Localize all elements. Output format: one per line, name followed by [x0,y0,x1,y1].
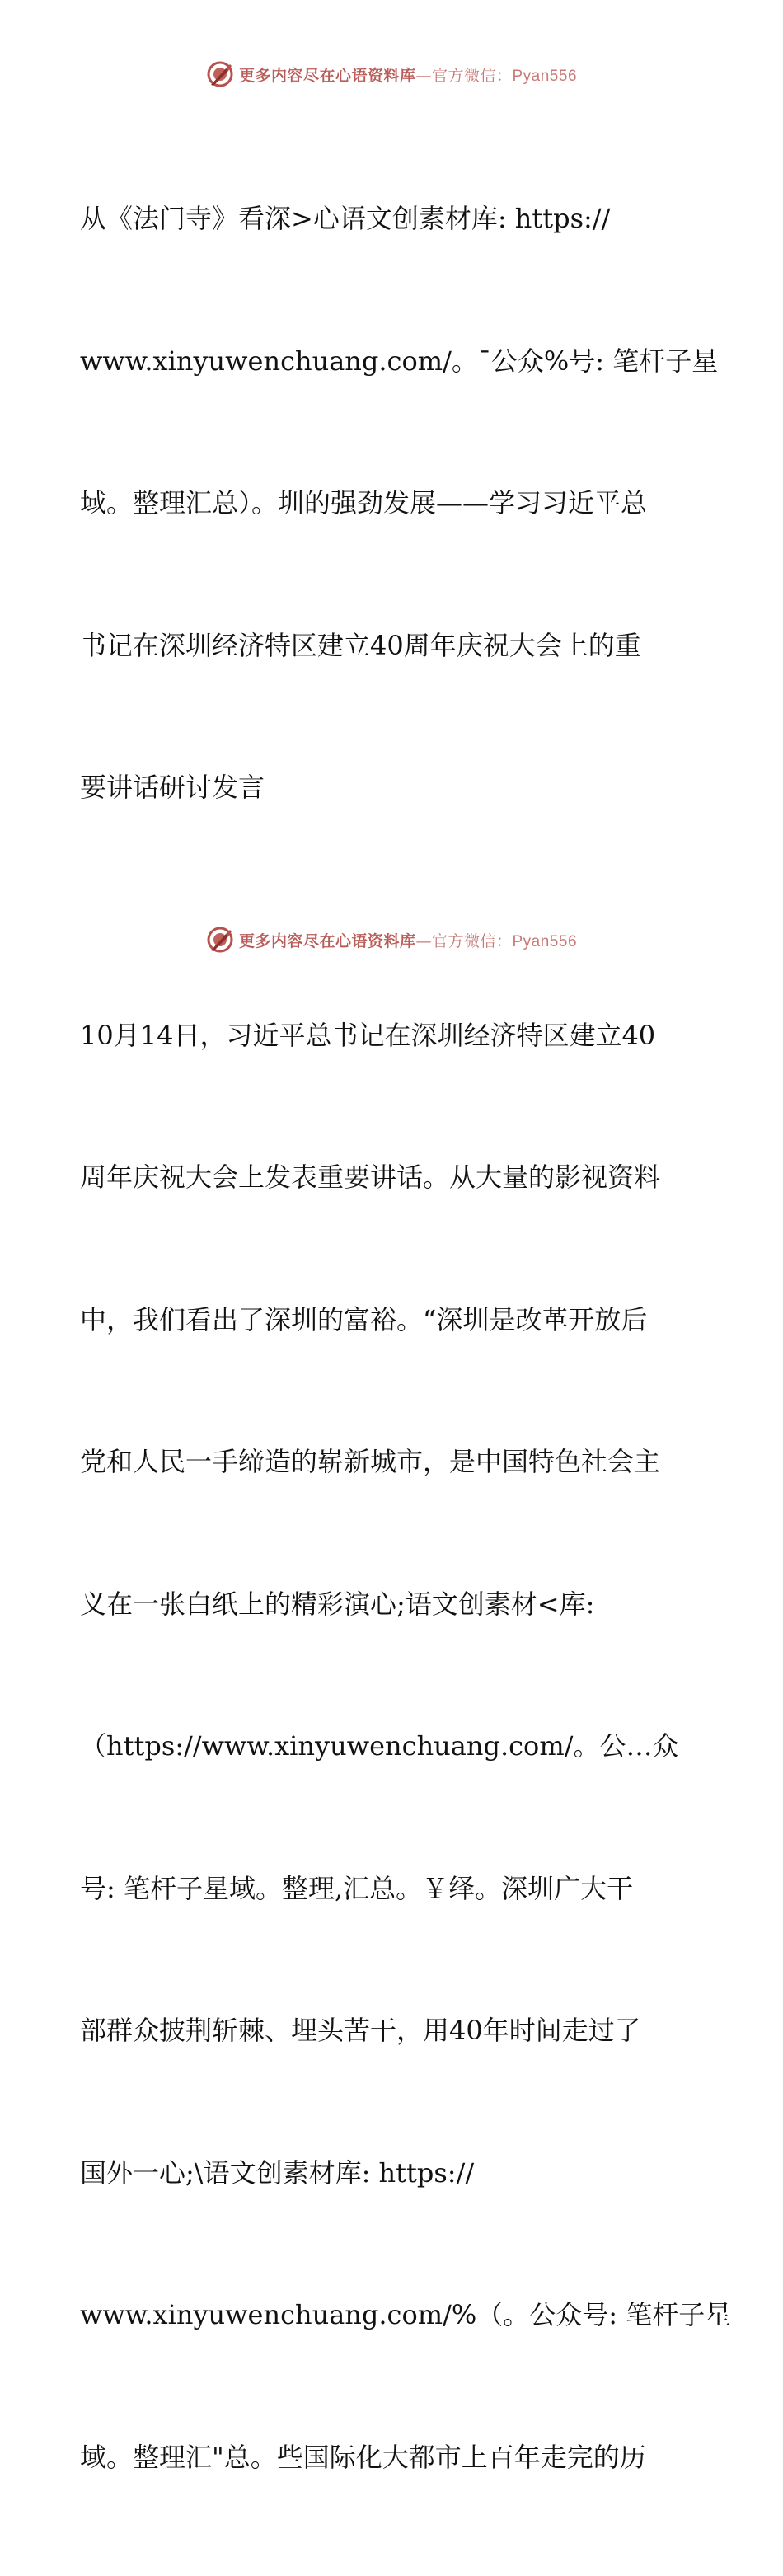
footer-watermark-banner [0,923,783,956]
text-line: 域。整理汇总）。圳的强劲发展——学习习近平总 [80,480,706,528]
text-line: （https://www.xinyuwenchuang.com/。公…众 [80,1723,706,1771]
text-line: 部群众披荆斩棘、埋头苦干，用40年时间走过了 [80,2007,706,2055]
red-seal-pen-icon [206,60,234,88]
text-line: 从《法门寺》看深>心语文创素材库: https:// [80,195,706,243]
text-line: 中，我们看出了深圳的富裕。“深圳是改革开放后 [80,1297,706,1344]
text-line: 要讲话研讨发言 [80,764,706,812]
paragraph-1 [80,101,706,907]
text-line: 号: 笔杆子星域。整理,汇总。￥绎。深圳广大干 [80,1865,706,1913]
text-line: 党和人民一手缔造的崭新城市，是中国特色社会主 [80,1438,706,1486]
text-line: 国外一心;\语文创素材库: https:// [80,2150,706,2198]
paragraph-2 [80,917,706,2576]
text-line: 域。整理汇"总。些国际化大都市上百年走完的历 [80,2434,706,2482]
text-line: www.xinyuwenchuang.com/%（。公众号: 笔杆子星 [80,2292,706,2339]
text-line: 书记在深圳经济特区建立40周年庆祝大会上的重 [80,622,706,670]
text-line: 10月14日，习近平总书记在深圳经济特区建立40 [80,1012,706,1060]
red-seal-pen-icon [206,926,234,954]
banner-text: 更多内容尽在心语资料库—官方微信：Pyan556 [239,63,577,86]
text-line: 义在一张白纸上的精彩演心;语文创素材<库: [80,1581,706,1629]
header-watermark-banner [0,58,783,91]
text-line: 周年庆祝大会上发表重要讲话。从大量的影视资料 [80,1154,706,1202]
banner-text: 更多内容尽在心语资料库—官方微信：Pyan556 [239,929,577,951]
document-body [80,101,706,2576]
text-line: www.xinyuwenchuang.com/。¯公众%号: 笔杆子星 [80,338,706,386]
